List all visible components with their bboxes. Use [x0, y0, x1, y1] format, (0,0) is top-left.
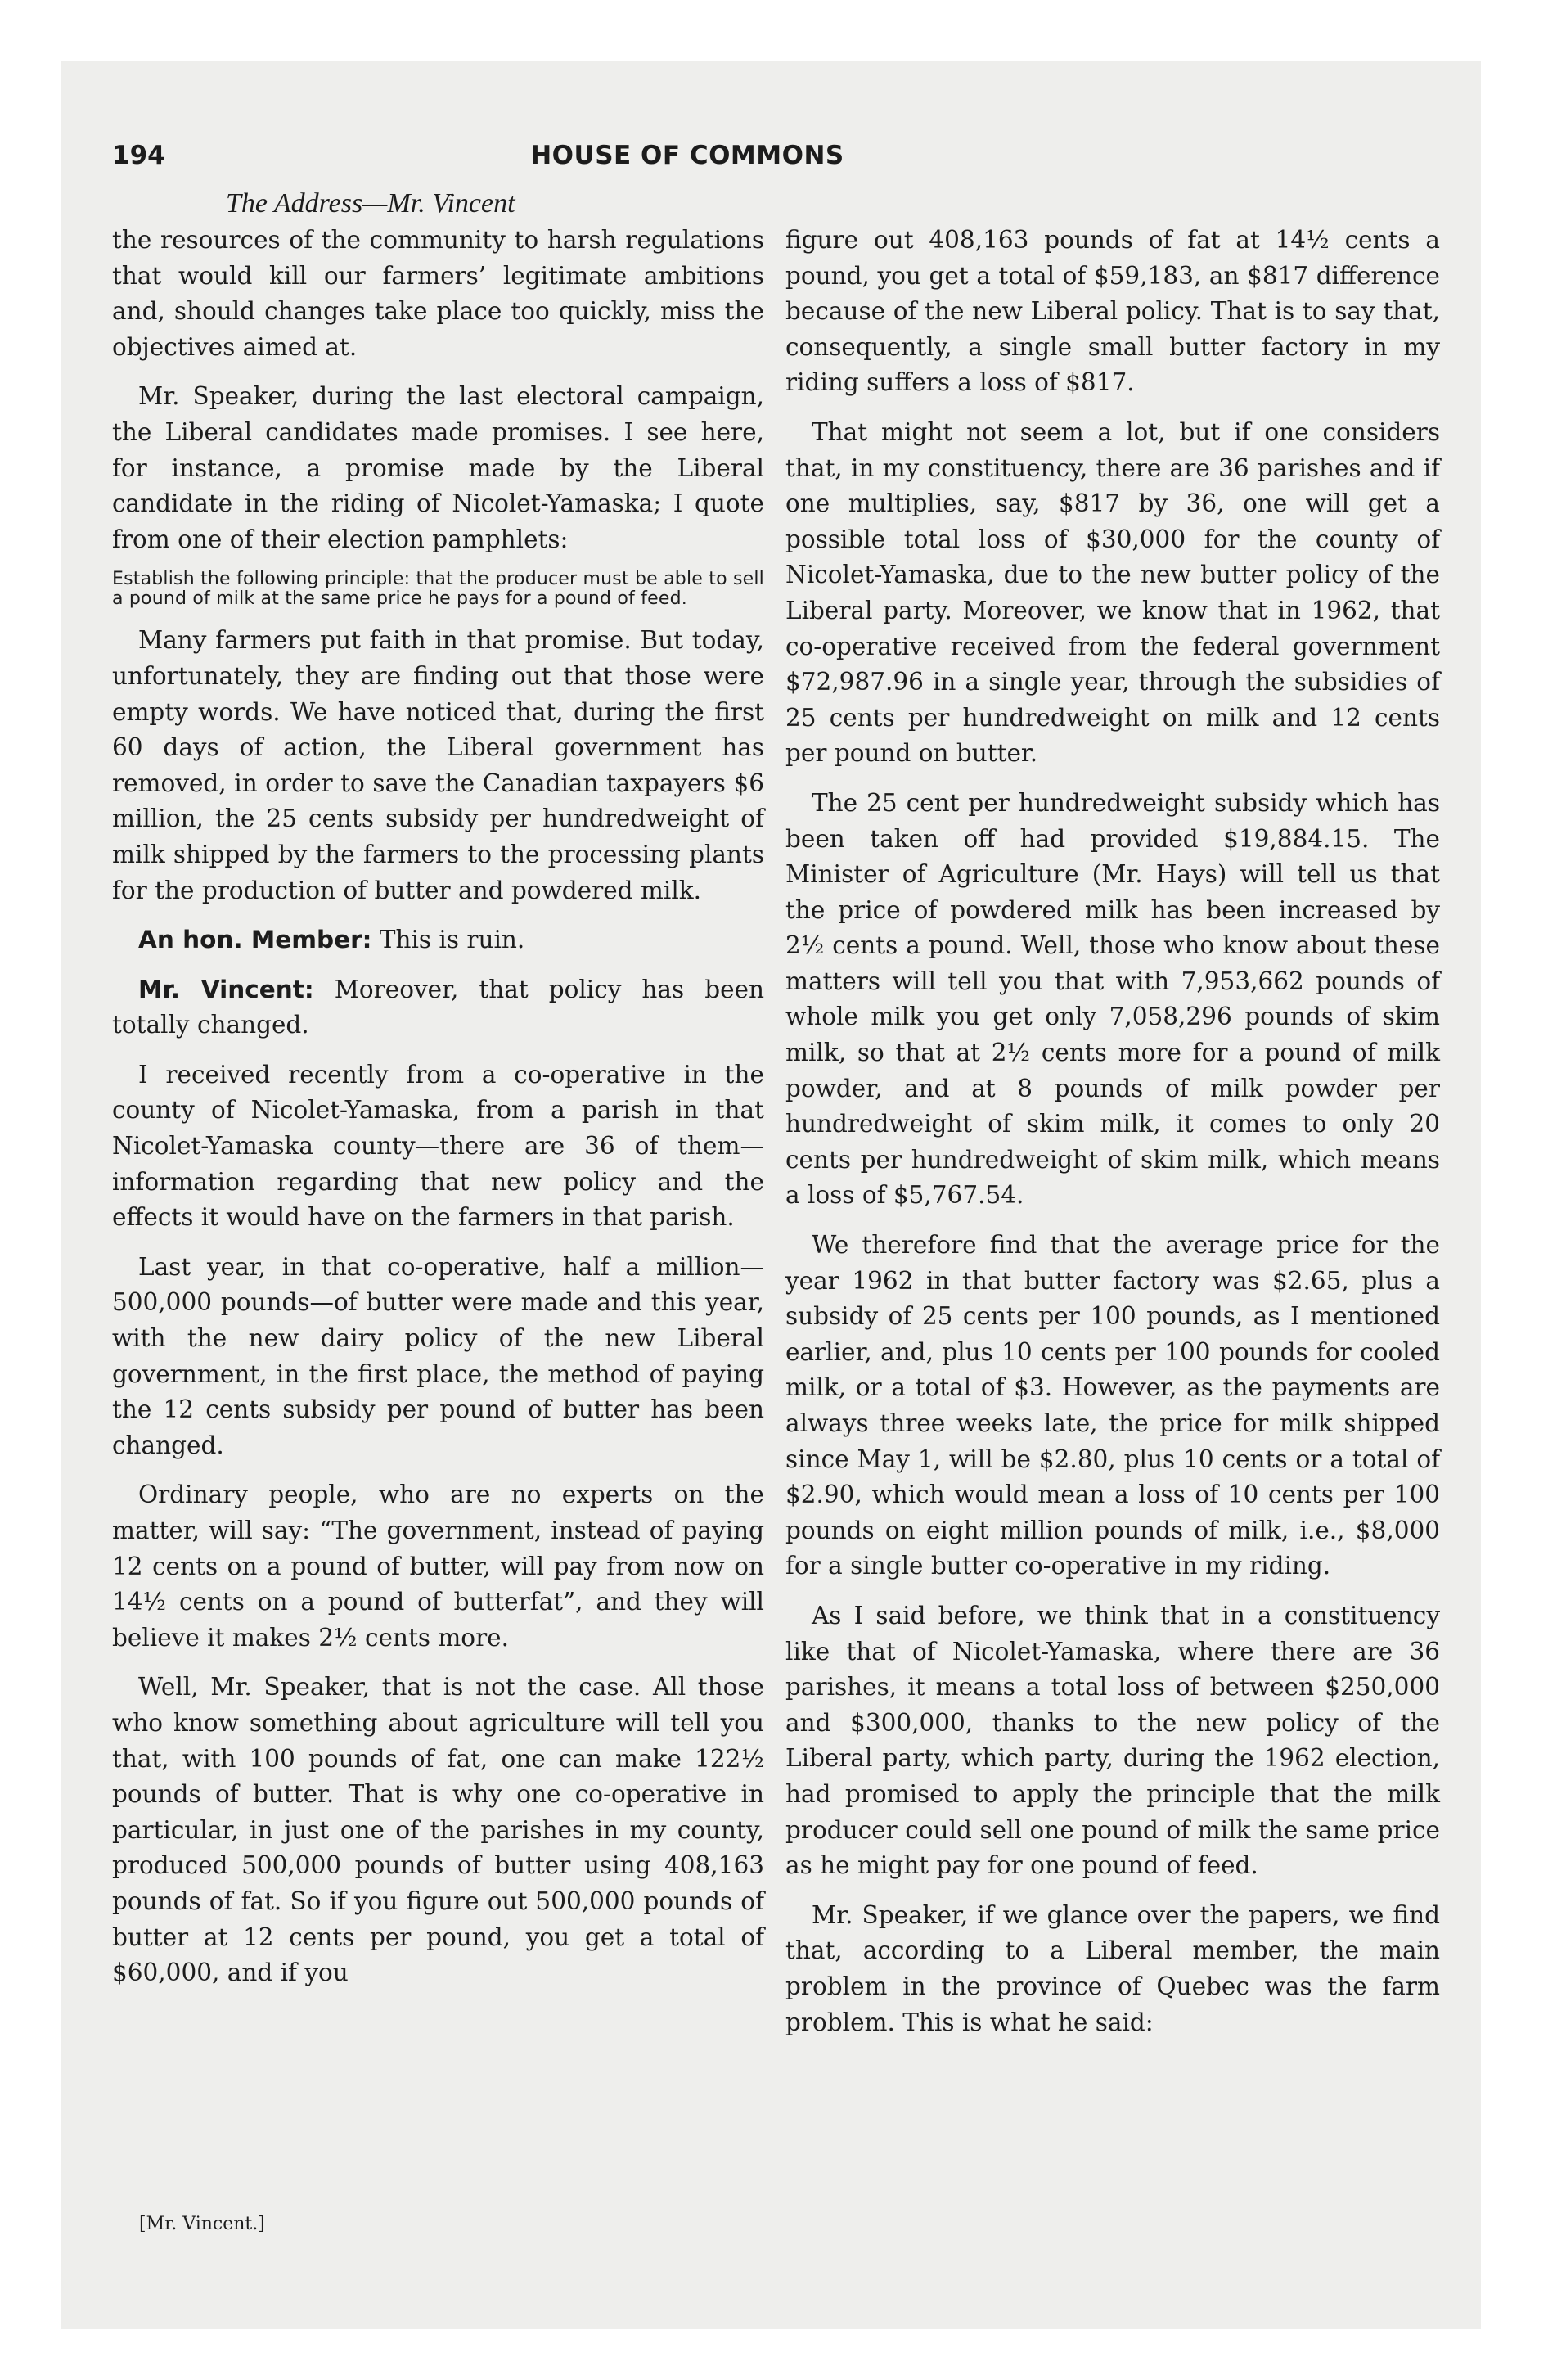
- block-quote: Establish the following principle: that the producer must be able to sell a pound of milk at the same price he pays for a pound of feed.: [112, 569, 764, 610]
- paragraph: I received recently from a co-operative in the county of Nicolet-Yamaska, from a parish in that Nicolet-Yamaska county—there are 36 of them—information regarding that new policy and the effects it would have on the farmers in that parish.: [112, 1060, 764, 1232]
- running-head: HOUSE OF COMMONS: [530, 141, 844, 170]
- paragraph: Ordinary people, who are no experts on the matter, will say: “The government, instead of paying 12 cents on a pound of butter, will pay from now on 14½ cents on a pound of butterfat”, and they will believe it makes 2½ cents more.: [112, 1481, 764, 1652]
- speaker-name: Mr. Vincent:: [138, 975, 314, 1003]
- paragraph: That might not seem a lot, but if one considers that, in my constituency, there are 36 parishes and if one multiplies, say, $817 by 36, one will get a possible total loss of $30,000 for the county of Nicolet-Yamaska, due to the new butter policy of the Liberal party. Moreover, we know that in 1962, that co-operative received from the federal government $72,987.96 in a single year, through the subsidies of 25 cents per hundredweight on milk and 12 cents per pound on butter.: [785, 417, 1440, 768]
- paragraph: Last year, in that co-operative, half a million—500,000 pounds—of butter were made and this year, with the new dairy policy of the new Liberal government, in the first place, the method of paying the 12 cents subsidy per pound of butter has been changed.: [112, 1252, 764, 1459]
- paragraph: figure out 408,163 pounds of fat at 14½ cents a pound, you get a total of $59,183, an $817 difference because of the new Liberal policy. That is to say that, consequently, a single small butter factory in my riding suffers a loss of $817.: [785, 226, 1440, 397]
- speaker-paragraph: [112, 922, 764, 958]
- speaker-paragraph: [112, 972, 764, 1044]
- paragraph: We therefore find that the average price for the year 1962 in that butter factory was $2.65, plus a subsidy of 25 cents per 100 pounds, as I mentioned earlier, and, plus 10 cents per 100 pounds for cooled milk, or a total of $3. However, as the payments are always three weeks late, the price for milk shipped since May 1, will be $2.80, plus 10 cents or a total of $2.90, which would mean a loss of 10 cents per 100 pounds on eight million pounds of milk, i.e., $8,000 for a single butter co-operative in my riding.: [785, 1231, 1440, 1580]
- left-column: [112, 223, 764, 1991]
- paragraph: The 25 cent per hundredweight subsidy which has been taken off had provided $19,884.15. The Minister of Agriculture (Mr. Hays) will tell us that the price of powdered milk has been increased by 2½ cents a pound. Well, those who know about these matters will tell you that with 7,953,662 pounds of whole milk you get only 7,058,296 pounds of skim milk, so that at 2½ cents more for a pound of milk powder, and at 8 pounds of milk powder per hundredweight of skim milk, it comes to only 20 cents per hundredweight of skim milk, which means a loss of $5,767.54.: [785, 788, 1440, 1210]
- speaker-name: An hon. Member:: [138, 926, 372, 954]
- right-column: [785, 223, 1440, 2040]
- paragraph: Mr. Speaker, if we glance over the papers, we find that, according to a Liberal member, the main problem in the province of Quebec was the farm problem. This is what he said:: [785, 1900, 1440, 2036]
- paragraph: the resources of the community to harsh regulations that would kill our farmers’ legitimate ambitions and, should changes take place too quickly, miss the objectives aimed at.: [112, 226, 764, 361]
- speaker-footer-tag: [Mr. Vincent.]: [139, 2214, 265, 2234]
- paragraph: As I said before, we think that in a constituency like that of Nicolet-Yamaska, where there are 36 parishes, it means a total loss of between $250,000 and $300,000, thanks to the new policy of the Liberal party, which party, during the 1962 election, had promised to apply the principle that the milk producer could sell one pound of milk the same price as he might pay for one pound of feed.: [785, 1601, 1440, 1880]
- page-number: 194: [112, 141, 165, 170]
- paragraph: Many farmers put faith in that promise. But today, unfortunately, they are finding out that those were empty words. We have noticed that, during the first 60 days of action, the Liberal government has removed, in order to save the Canadian taxpayers $6 million, the 25 cents subsidy per hundredweight of milk shipped by the farmers to the processing plants for the production of butter and powdered milk.: [112, 626, 764, 904]
- section-subhead: The Address—Mr. Vincent: [226, 188, 515, 219]
- paragraph: Well, Mr. Speaker, that is not the case. All those who know something about agriculture will tell you that, with 100 pounds of fat, one can make 122½ pounds of butter. That is why one co-operative in particular, in just one of the parishes in my county, produced 500,000 pounds of butter using 408,163 pounds of fat. So if you figure out 500,000 pounds of butter at 12 cents per pound, you get a total of $60,000, and if you: [112, 1673, 764, 1987]
- paragraph: Mr. Speaker, during the last electoral campaign, the Liberal candidates made promises. I see here, for instance, a promise made by the Liberal candidate in the riding of Nicolet-Yamaska; I quote from one of their election pamphlets:: [112, 382, 764, 553]
- speech-text: This is ruin.: [371, 926, 525, 954]
- speech-text: Moreover, that policy has been totally changed.: [112, 975, 764, 1039]
